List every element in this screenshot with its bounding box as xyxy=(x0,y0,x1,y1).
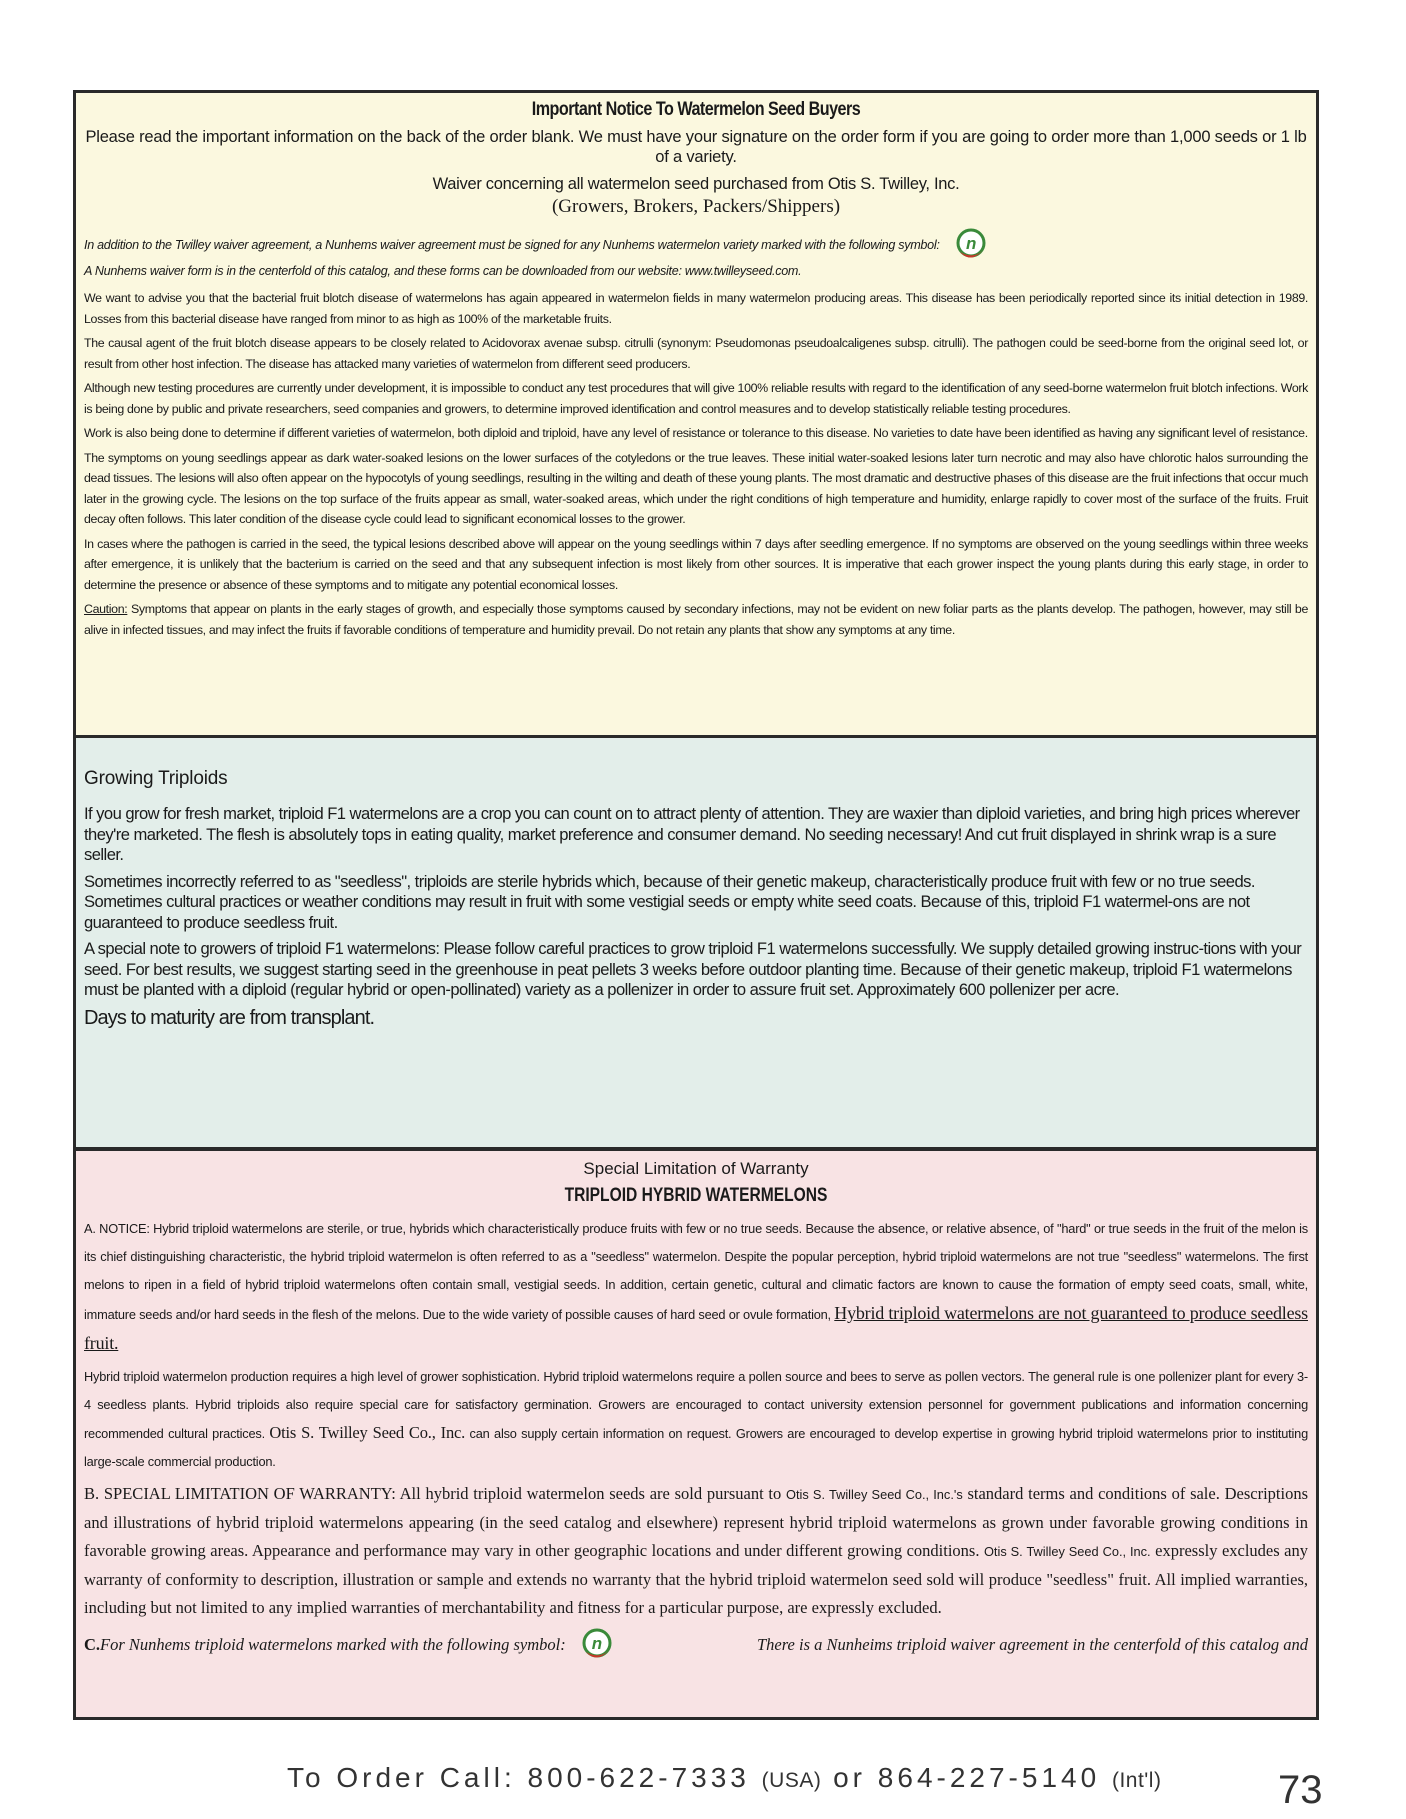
notice-paragraph-1: We want to advise you that the bacterial fruit blotch disease of watermelons has again appeared in watermelon fields in many watermelon producing areas. This disease has been periodically reported since its initial detection in 1989. Losses from this bacterial disease have ranged from minor to as high as 100% of the marketable fruits. xyxy=(84,291,1308,326)
order-phone-line xyxy=(287,1762,1161,1794)
c-text-1: For Nunhems triploid watermelons marked with the following symbol: xyxy=(100,1635,566,1654)
nunhems-logo-icon xyxy=(582,1628,612,1662)
or-label: or xyxy=(821,1762,878,1793)
warranty-section xyxy=(73,1148,1319,1720)
triploids-title: Growing Triploids xyxy=(84,768,228,789)
notice-paragraph-6: In cases where the pathogen is carried in the seed, the typical lesions described above will appear on the young seedlings within 7 days after seedling emergence. If no symptoms are observed on the young seedlings within three weeks after emergence, it is unlikely that the bacterium is carried on the seed and that any subsequent infection is most likely from other sources. It is imperative that each grower inspect the young plants during this early stage, in order to determine the presence or absence of these symptoms and to mitigate any potential economical losses. xyxy=(84,536,1308,592)
growing-triploids-section xyxy=(73,738,1319,1150)
triploids-paragraph-2: Sometimes incorrectly referred to as "seedless", triploids are sterile hybrids which, because of their genetic makeup, characteristically produce fruit with few or no true seeds. Sometimes cultural practices or weather conditions may result in fruit with some vestigial seeds or empty white seed coats. Because of this, triploid F1 watermel-ons are not guaranteed to produce seedless fruit. xyxy=(84,871,1255,932)
seed-buyer-notice xyxy=(73,90,1319,738)
days-to-maturity-note: Days to maturity are from transplant. xyxy=(84,1006,375,1029)
triploids-paragraph-1: If you grow for fresh market, triploid F1 watermelons are a crop you can count on to attract plenty of attention. They are waxier than diploid varieties, and bring high prices wherever they're marketed. The flesh is absolutely tops in eating quality, market preference and consumer demand. No seeding necessary! And cut fruit displayed in shrink wrap is a sure seller. xyxy=(84,804,1300,864)
production-text-2: can also supply certain information on request. Growers are encouraged to develop expertise in growing hybrid triploid watermelons prior to instituting large-scale commercial production. xyxy=(84,1426,1309,1469)
nunhems-c-left xyxy=(84,1628,612,1662)
notice-paragraph-5: The symptoms on young seedlings appear as dark water-soaked lesions on the lower surfaces of the cotyledons or the true leaves. These initial water-soaked lesions later turn necrotic and may also have chlorotic halos surrounding the dead tissues. The lesions will also often appear on the hypocotyls of young seedlings, resulting in the wilting and death of these young plants. The most dramatic and destructive phases of this disease are the fruit infections that occur much later in the growing cycle. The lesions on the top surface of the fruits appear as small, water-soaked areas, which under the right conditions of high temperature and humidity, enlarge rapidly to cover most of the surface of the fruits. Fruit decay often follows. This later condition of the disease cycle could lead to significant economical losses to the grower. xyxy=(84,450,1308,526)
nunhems-waiver-text: In addition to the Twilley waiver agreement, a Nunhems waiver agreement must be signed for any Nunhems watermelon variety marked with the following symbol: xyxy=(84,238,940,252)
usa-label: (USA) xyxy=(761,1769,822,1792)
not-guaranteed-statement: Hybrid triploid watermelons are not guaranteed to produce seedless fruit. xyxy=(84,1303,1308,1353)
warranty-notice-a xyxy=(84,1215,1308,1359)
nunhems-form-note: A Nunhems waiver form is in the centerfold of this catalog, and these forms can be downloaded from our website: www.twilleyseed.com. xyxy=(84,264,802,278)
caution-text: Symptoms that appear on plants in the early stages of growth, and especially those symptoms caused by secondary infections, may not be evident on new foliar parts as the plants develop. The pathogen, however, may still be alive in infected tissues, and may infect the fruits if favorable conditions of temperature and humidity prevail. Do not retain any plants that show any symptoms at any time. xyxy=(84,602,1308,637)
warranty-limitation-b xyxy=(84,1480,1308,1622)
triploids-paragraph-3: A special note to growers of triploid F1 watermelons: Please follow careful practices to grow triploid F1 watermelons successfully. We supply detailed growing instruc-tions with your seed. For best results, we suggest starting seed in the greenhouse in peat pellets 3 weeks before outdoor planting time. Because of their genetic makeup, triploid F1 watermelons must be planted with a diploid (regular hybrid or open-pollinated) variety as a pollenizer in order to assure fruit set. Approximately 600 pollenizer per acre. xyxy=(84,939,1302,999)
nunhems-waiver-line xyxy=(84,228,1308,262)
warranty-production-note xyxy=(84,1363,1308,1476)
limitation-text-1: B. SPECIAL LIMITATION OF WARRANTY: All hybrid triploid watermelon seeds are sold pursuant to xyxy=(84,1484,786,1503)
company-name-possessive: Otis S. Twilley Seed Co., Inc.'s xyxy=(786,1487,963,1502)
nunhems-logo-letter: n xyxy=(591,1634,602,1653)
notice-waiver-sub: (Growers, Brokers, Packers/Shippers) xyxy=(551,196,841,217)
intl-phone: 864-227-5140 xyxy=(877,1762,1112,1793)
notice-caution xyxy=(84,599,1308,640)
notice-title: Important Notice To Watermelon Seed Buyers xyxy=(531,99,861,120)
intl-label: (Int'l) xyxy=(1111,1769,1162,1792)
nunhems-logo-letter: n xyxy=(965,234,976,253)
warranty-heading: Special Limitation of Warranty xyxy=(583,1159,809,1178)
limitation-text-3: expressly excludes any warranty of conformity to description, illustration or sample and extends no warranty that the hybrid triploid watermelon seed sold will produce "seedless" fruit. All implied warranties, including but not limited to any implied warranties of merchantability and fitness for a particular purpose, are expressly excluded. xyxy=(84,1541,1308,1617)
nunhems-logo-icon xyxy=(956,228,986,262)
warranty-a-text: A. NOTICE: Hybrid triploid watermelons are sterile, or true, hybrids which characteristically produce fruits with few or no true seeds. Because the absence, or relative absence, of "hard" or true seeds in the fruit of the melon is its chief distinguishing characteristic, the hybrid triploid watermelon is often referred to as a "seedless" watermelon. Despite the popular perception, hybrid triploid watermelons are not true "seedless" watermelons. The first melons to ripen in a field of hybrid triploid watermelons often contain small, vestigial seeds. In addition, certain genetic, cultural and climatic factors are known to cause the formation of empty seed coats, small, white, immature seeds and/or hard seeds in the flesh of the melons. Due to the wide variety of possible causes of hard seed or ovule formation, xyxy=(84,1221,1308,1322)
warranty-nunhems-c xyxy=(84,1628,1308,1662)
order-label: To Order Call: 800-622-7333 xyxy=(287,1762,762,1793)
notice-paragraph-2: The causal agent of the fruit blotch disease appears to be closely related to Acidovorax avenae subsp. citrulli (synonym: Pseudomonas pseudoalcaligenes subsp. citrulli). The pathogen could be seed-borne from the original seed lot, or result from other host infection. The disease has attacked many varieties of watermelon from different seed producers. xyxy=(84,336,1308,371)
notice-waiver: Waiver concerning all watermelon seed purchased from Otis S. Twilley, Inc. xyxy=(432,175,960,193)
company-name-2: Otis S. Twilley Seed Co., Inc. xyxy=(983,1544,1151,1559)
limitation-text-2: standard terms and conditions of sale. Descriptions and illustrations of hybrid triploid watermelons appearing (in the seed catalog and elsewhere) represent hybrid triploid watermelons as grown under favorable growing conditions in favorable growing areas. Appearance and performance may vary in other geographic locations and under different growing conditions. xyxy=(84,1484,1308,1560)
page-number: 73 xyxy=(1278,1768,1323,1812)
notice-intro: Please read the important information on the back of the order blank. We must have your signature on the order form if you are going to order more than 1,000 seeds or 1 lb of a variety. xyxy=(85,128,1307,166)
production-text-1: Hybrid triploid watermelon production requires a high level of grower sophistication. Hybrid triploid watermelons require a pollen source and bees to serve as pollen vectors. The general rule is one pollenizer plant for every 3-4 seedless plants. Hybrid triploids also require special care for satisfactory germination. Growers are encouraged to contact university extension personnel for government publications and information concerning recommended cultural practices. xyxy=(84,1369,1308,1441)
c-label: C. xyxy=(84,1635,101,1654)
caution-label: Caution: xyxy=(84,602,128,616)
notice-paragraph-4: Work is also being done to determine if different varieties of watermelon, both diploid and triploid, have any level of resistance or tolerance to this disease. No varieties to date have been identified as having any significant level of resistance. xyxy=(84,426,1308,440)
notice-paragraph-3: Although new testing procedures are currently under development, it is impossible to conduct any test procedures that will give 100% reliable results with regard to the identification of any seed-borne watermelon fruit blotch infections. Work is being done by public and private researchers, seed companies and growers, to determine improved identification and control measures and to develop statistically reliable testing procedures. xyxy=(84,381,1308,416)
c-text-2: There is a Nunheims triploid waiver agreement in the centerfold of this catalog and xyxy=(756,1635,1308,1654)
company-name: Otis S. Twilley Seed Co., Inc. xyxy=(269,1423,466,1442)
warranty-subheading: TRIPLOID HYBRID WATERMELONS xyxy=(564,1185,828,1206)
page-footer xyxy=(0,1762,1406,1812)
